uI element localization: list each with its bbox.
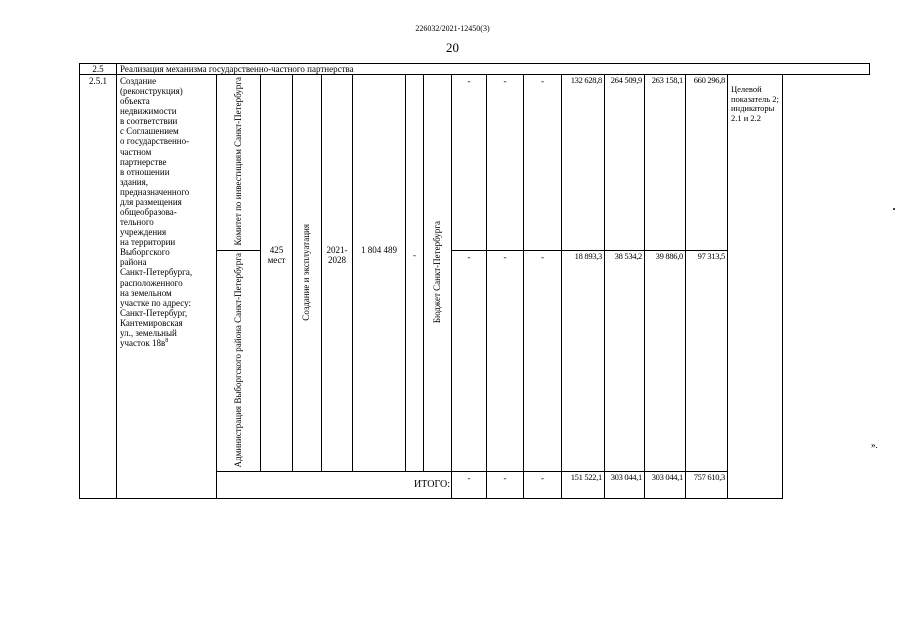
row2-value-2: - — [487, 250, 524, 472]
item-number: 2.5.1 — [80, 75, 117, 499]
stage — [293, 75, 322, 472]
row2-value-3: - — [524, 250, 562, 472]
total-value-6: 303 044,1 — [645, 472, 686, 499]
executor-1-text: Комитет по инвестициям Санкт-Петербурга — [232, 77, 243, 246]
row1-value-5: 264 509,9 — [605, 75, 645, 251]
description-line: (реконструкция) — [120, 86, 183, 97]
description-line: Санкт-Петербурга, — [120, 267, 193, 278]
description-line: общеобразова- — [120, 207, 177, 218]
total-value-4: 151 522,1 — [562, 472, 605, 499]
description-line: района — [120, 257, 147, 268]
closing-quote: ». — [871, 440, 878, 450]
section-row — [80, 64, 870, 75]
description-line: Кантемировская — [120, 317, 183, 328]
executor-1 — [217, 75, 261, 251]
description-line: с Соглашением — [120, 126, 179, 137]
total-label: ИТОГО: — [217, 472, 452, 499]
total-value-7: 757 610,3 — [686, 472, 728, 499]
row1-value-3: - — [524, 75, 562, 251]
description-lines — [120, 76, 213, 348]
capacity: 425 мест — [261, 75, 293, 472]
row1-value-7: 660 296,8 — [686, 75, 728, 251]
row1-value-6: 263 158,1 — [645, 75, 686, 251]
description-line: для размещения — [120, 196, 182, 207]
description-line: на территории — [120, 237, 176, 248]
description-line: ул., земельный — [120, 327, 177, 338]
total-value-5: 303 044,1 — [605, 472, 645, 499]
description-line: предназначенного — [120, 186, 190, 197]
description-line: тельного — [120, 217, 154, 228]
stage-text: Создание и эксплуатация — [301, 223, 312, 321]
executor-2 — [217, 250, 261, 472]
description-line: партнерстве — [120, 156, 167, 167]
description-line: объекта — [120, 96, 150, 107]
extra-value: - — [406, 75, 424, 472]
cost: 1 804 489 — [353, 75, 406, 472]
description-line: расположенного — [120, 277, 183, 288]
row2-value-5: 38 534,2 — [605, 250, 645, 472]
description-line: Санкт-Петербург, — [120, 307, 188, 318]
document-id: 226032/2021-12450(3) — [415, 24, 490, 33]
description-line: о государственно- — [120, 136, 190, 147]
description-line: частном — [120, 146, 152, 157]
description-line: в отношении — [120, 166, 170, 177]
section-number: 2.5 — [80, 64, 117, 75]
description-line: участок $18в^8$ — [120, 338, 169, 349]
period: 2021-2028 — [322, 75, 353, 472]
margin-dot — [893, 208, 895, 210]
description-line: участке по адресу: — [120, 297, 191, 308]
description-line: на земельном — [120, 287, 172, 298]
description-line: Выборгского — [120, 247, 170, 258]
description-line: учреждения — [120, 227, 167, 238]
funding-source-text: Бюджет Санкт-Петербурга — [431, 220, 442, 324]
program-table — [79, 63, 870, 499]
description-line: в соответствии — [120, 116, 178, 127]
executor-2-text: Администрация Выборгского района Санкт-Петербурга — [232, 252, 243, 467]
page-number: 20 — [446, 40, 459, 55]
total-value-1: - — [452, 472, 487, 499]
row2-value-6: 39 886,0 — [645, 250, 686, 472]
item-row-1 — [80, 75, 870, 251]
section-title: Реализация механизма государственно-частного партнерства — [117, 64, 870, 75]
footnote-mark: 8 — [165, 338, 169, 345]
row2-value-1: - — [452, 250, 487, 472]
total-value-3: - — [524, 472, 562, 499]
total-value-2: - — [487, 472, 524, 499]
row1-value-2: - — [487, 75, 524, 251]
description-line: Создание — [120, 76, 157, 86]
target-indicator: Целевой показатель 2; индикаторы 2.1 и 2.2 — [728, 75, 783, 499]
description-line: недвижимости — [120, 106, 177, 117]
row1-value-4: 132 628,8 — [562, 75, 605, 251]
funding-source — [424, 75, 452, 472]
row2-value-4: 18 893,3 — [562, 250, 605, 472]
row2-value-7: 97 313,5 — [686, 250, 728, 472]
program-table-wrap — [79, 63, 869, 491]
description-line: здания, — [120, 176, 148, 187]
item-description — [117, 75, 217, 499]
row1-value-1: - — [452, 75, 487, 251]
